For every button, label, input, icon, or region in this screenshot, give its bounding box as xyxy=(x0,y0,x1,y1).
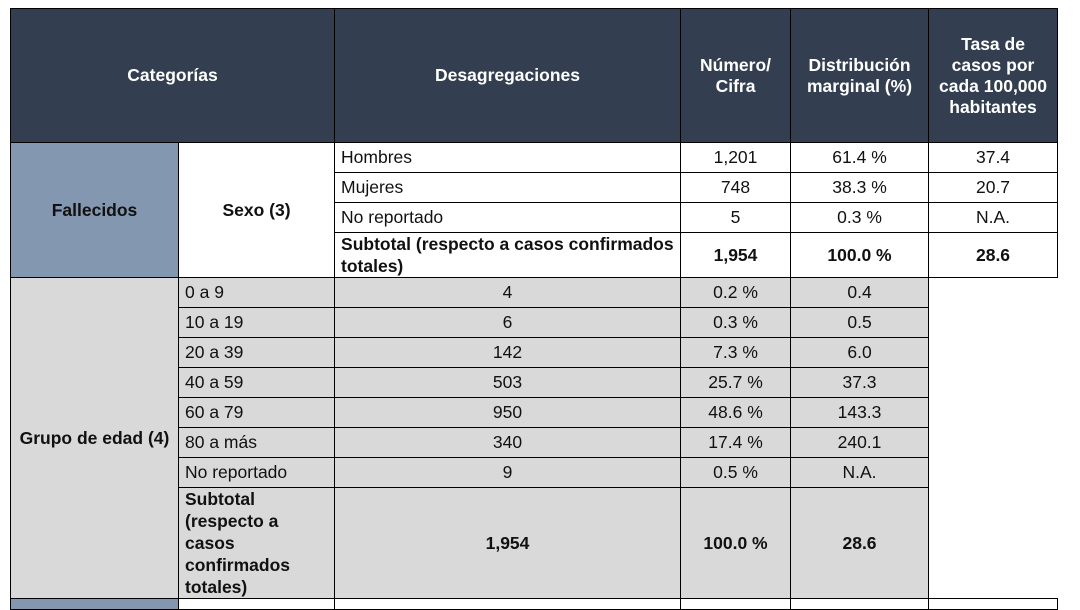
row-label: 80 a más xyxy=(179,428,335,458)
row-distribucion: 61.4 % xyxy=(791,143,929,173)
row-numero: 9 xyxy=(335,458,681,488)
row-distribucion: 0.5 % xyxy=(681,458,791,488)
age-group xyxy=(11,278,1058,599)
row-label: No reportado xyxy=(179,458,335,488)
row-label: 20 a 39 xyxy=(179,338,335,368)
row-tasa: 6.0 xyxy=(791,338,929,368)
row-tasa: 28.6 xyxy=(929,233,1058,278)
page-margin xyxy=(1060,0,1080,556)
row-label: Hombres xyxy=(335,143,681,173)
row-numero: 748 xyxy=(681,173,791,203)
row-label: 40 a 59 xyxy=(179,368,335,398)
table-row xyxy=(11,143,1058,173)
row-distribucion: 48.6 % xyxy=(681,398,791,428)
header-distribucion: Distribución marginal (%) xyxy=(791,9,929,143)
row-tasa: N.A. xyxy=(929,203,1058,233)
row-distribucion: 38.3 % xyxy=(791,173,929,203)
row-tasa: 143.3 xyxy=(791,398,929,428)
row-tasa: 240.1 xyxy=(791,428,929,458)
row-label: Subtotal (respecto a casos confirmados totales) xyxy=(179,488,335,599)
row-numero: 503 xyxy=(335,368,681,398)
row-distribucion: 7.3 % xyxy=(681,338,791,368)
row-distribucion: 0.3 % xyxy=(791,203,929,233)
row-tasa: 20.7 xyxy=(929,173,1058,203)
next-numero-cell xyxy=(681,599,791,610)
next-category-cell xyxy=(11,599,179,610)
header-row xyxy=(11,9,1058,143)
sex-group xyxy=(11,143,1058,278)
row-tasa: 28.6 xyxy=(791,488,929,599)
category-fallecidos: Fallecidos xyxy=(11,143,179,278)
row-numero: 1,954 xyxy=(335,488,681,599)
row-label: No reportado xyxy=(335,203,681,233)
next-label-cell xyxy=(335,599,681,610)
next-distribucion-cell xyxy=(791,599,929,610)
row-label: 0 a 9 xyxy=(179,278,335,308)
row-distribucion: 100.0 % xyxy=(791,233,929,278)
row-numero: 4 xyxy=(335,278,681,308)
header-categorias: Categorías xyxy=(11,9,335,143)
group-label-sexo: Sexo (3) xyxy=(179,143,335,278)
table-row xyxy=(11,278,1058,308)
row-tasa: N.A. xyxy=(791,458,929,488)
row-numero: 6 xyxy=(335,308,681,338)
row-tasa: 37.4 xyxy=(929,143,1058,173)
row-numero: 142 xyxy=(335,338,681,368)
row-label: 10 a 19 xyxy=(179,308,335,338)
row-distribucion: 100.0 % xyxy=(681,488,791,599)
header-tasa: Tasa de casos por cada 100,000 habitantes xyxy=(929,9,1058,143)
deaths-statistics-table xyxy=(10,8,1058,610)
row-label: 60 a 79 xyxy=(179,398,335,428)
row-tasa: 37.3 xyxy=(791,368,929,398)
row-distribucion: 0.2 % xyxy=(681,278,791,308)
row-numero: 1,954 xyxy=(681,233,791,278)
row-distribucion: 0.3 % xyxy=(681,308,791,338)
header-desagregaciones: Desagregaciones xyxy=(335,9,681,143)
next-group-cell xyxy=(179,599,335,610)
row-tasa: 0.5 xyxy=(791,308,929,338)
row-numero: 1,201 xyxy=(681,143,791,173)
row-label: Subtotal (respecto a casos confirmados totales) xyxy=(335,233,681,278)
header-numero: Número/ Cifra xyxy=(681,9,791,143)
row-numero: 340 xyxy=(335,428,681,458)
next-tasa-cell xyxy=(929,599,1058,610)
row-label: Mujeres xyxy=(335,173,681,203)
group-label-edad: Grupo de edad (4) xyxy=(11,278,179,599)
row-numero: 5 xyxy=(681,203,791,233)
next-group-partial xyxy=(11,599,1058,610)
row-distribucion: 25.7 % xyxy=(681,368,791,398)
row-tasa: 0.4 xyxy=(791,278,929,308)
row-numero: 950 xyxy=(335,398,681,428)
row-distribucion: 17.4 % xyxy=(681,428,791,458)
table-row xyxy=(11,599,1058,610)
